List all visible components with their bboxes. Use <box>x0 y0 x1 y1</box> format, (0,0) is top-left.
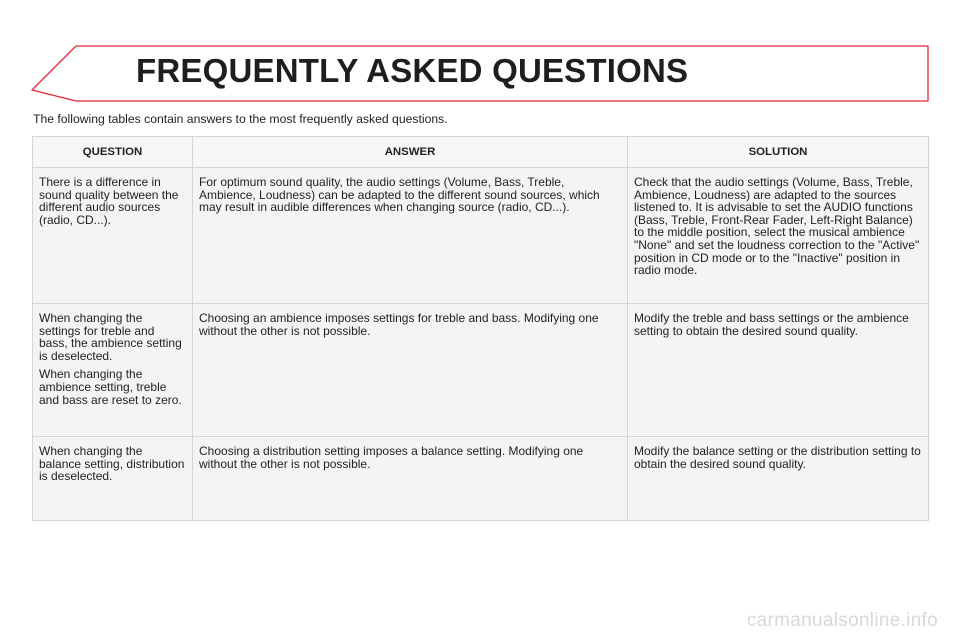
question-cell <box>33 437 193 521</box>
question-cell <box>33 304 193 437</box>
question-text: There is a difference in sound quality between the different audio sources (radio, CD...). <box>39 175 179 227</box>
solution-cell: Modify the treble and bass settings or the ambience setting to obtain the desired sound quality. <box>628 304 929 437</box>
question-text: When changing the settings for treble and bass, the ambience setting is deselected. <box>39 311 182 363</box>
table-row <box>33 168 929 304</box>
table-row <box>33 304 929 437</box>
watermark: carmanualsonline.info <box>746 610 938 631</box>
question-text: When changing the ambience setting, treble and bass are reset to zero. <box>39 367 182 407</box>
answer-cell: Choosing an ambience imposes settings for treble and bass. Modifying one without the other is not possible. <box>193 304 628 437</box>
answer-cell: Choosing a distribution setting imposes a balance setting. Modifying one without the other is not possible. <box>193 437 628 521</box>
intro-text: The following tables contain answers to the most frequently asked questions. <box>33 112 448 126</box>
faq-table <box>32 136 929 521</box>
solution-cell: Modify the balance setting or the distribution setting to obtain the desired sound quality. <box>628 437 929 521</box>
question-text: When changing the balance setting, distribution is deselected. <box>39 444 185 484</box>
table-row <box>33 437 929 521</box>
column-header-solution: SOLUTION <box>628 137 929 168</box>
page-title: FREQUENTLY ASKED QUESTIONS <box>136 52 689 89</box>
table-header-row <box>33 137 929 168</box>
column-header-answer: ANSWER <box>193 137 628 168</box>
column-header-question: QUESTION <box>33 137 193 168</box>
answer-cell: For optimum sound quality, the audio settings (Volume, Bass, Treble, Ambience, Loudness) can be adapted to the different sound sources, which may result in audible differences when changing source (radio, CD...). <box>193 168 628 304</box>
solution-cell: Check that the audio settings (Volume, Bass, Treble, Ambience, Loudness) are adapted to the sources listened to. It is advisable to set the AUDIO functions (Bass, Treble, Front-Rear Fader, Left-Right Balance) to the middle position, select the musical ambience "None" and set the loudness correction to the "Active" position in CD mode or to the "Inactive" position in radio mode. <box>628 168 929 304</box>
question-cell <box>33 168 193 304</box>
